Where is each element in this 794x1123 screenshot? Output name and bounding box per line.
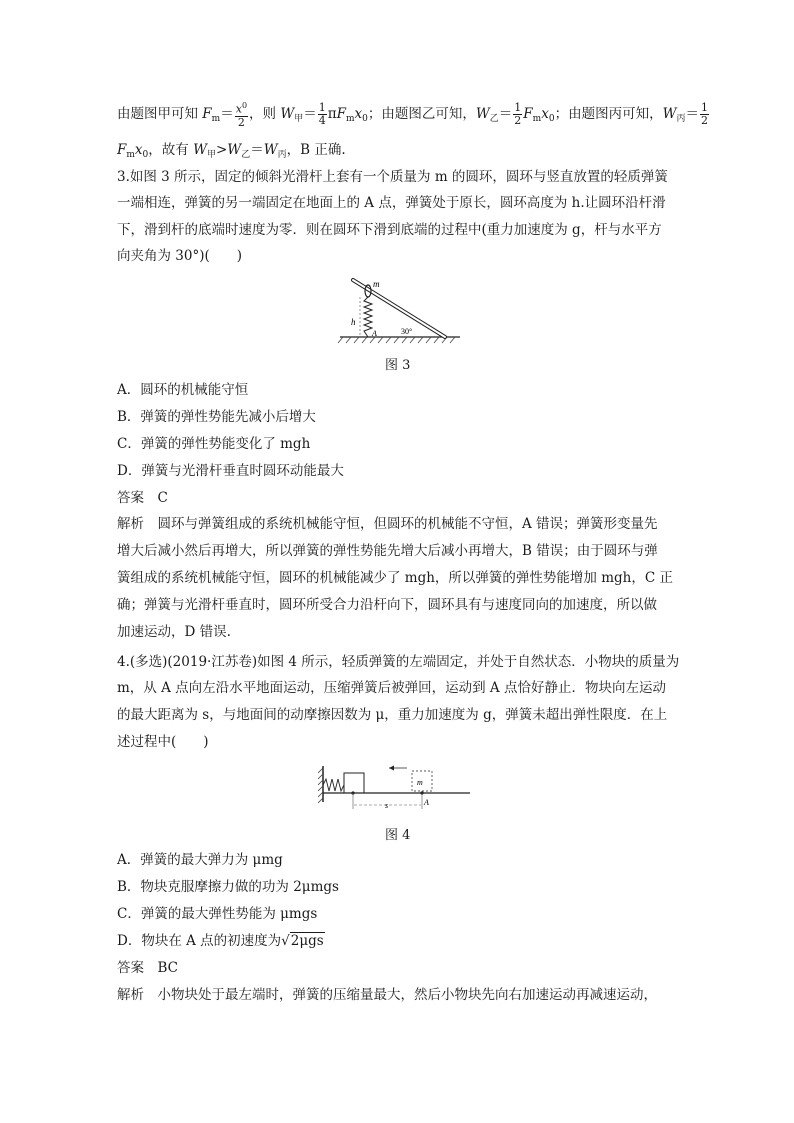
sub: 甲	[206, 150, 216, 160]
var: W	[263, 142, 278, 158]
den: 2	[700, 113, 708, 127]
eq: ＝	[250, 142, 264, 158]
q4-option-c: C．弹簧的最大弹性势能为 μmgs	[117, 906, 318, 922]
fraction-1-2	[513, 102, 522, 127]
var: W	[475, 105, 490, 122]
var: F	[117, 142, 127, 158]
q4-line-4: 述过程中( )	[117, 734, 209, 750]
figure-3-incline	[335, 275, 465, 347]
text: ，则	[249, 105, 281, 122]
num: x	[235, 102, 242, 116]
option-text: D．物块在 A 点的初速度为	[117, 933, 282, 949]
sub: 0	[142, 150, 149, 160]
den: 4	[318, 113, 326, 127]
q3-explanation-2: 增大后减小然后再增大，所以弹簧的弹性势能先增大后减小再增大，B 错误；由于圆环与弹	[117, 543, 658, 559]
q3-option-a: A．圆环的机械能守恒	[117, 382, 249, 398]
eq: ＝	[303, 105, 317, 122]
sub: 0	[548, 113, 555, 124]
eq: ＝	[685, 105, 699, 122]
gt: >	[215, 142, 228, 158]
var: F	[202, 105, 212, 122]
block-compressed	[344, 773, 364, 793]
text: ；由题图丙可知，	[554, 105, 663, 122]
var: W	[280, 105, 295, 122]
spring	[364, 297, 372, 337]
figure-4-spring-block	[318, 762, 474, 814]
q3-line-4: 向夹角为 30°)( )	[117, 248, 243, 264]
q3-explanation-5: 加速运动，D 错误.	[117, 624, 231, 640]
sub: 乙	[241, 150, 251, 160]
var: x	[541, 105, 549, 122]
label-h: h	[351, 317, 356, 327]
q4-answer: 答案 BC	[117, 960, 179, 976]
sub: m	[532, 113, 542, 124]
q3-explanation-4: 确；弹簧与光滑杆垂直时，圆环所受合力沿杆向下，圆环具有与速度同向的加速度，所以做	[117, 597, 657, 613]
figure-4-caption: 图 4	[385, 828, 411, 843]
intro-line-2	[117, 140, 346, 165]
sup: 0	[241, 101, 248, 110]
var: x	[354, 105, 363, 122]
q4-option-a: A．弹簧的最大弹力为 μmg	[117, 852, 283, 868]
var: W	[662, 105, 677, 122]
q4-line-2: m，从 A 点向左沿水平地面运动，压缩弹簧后被弹回，运动到 A 点恰好静止．物块向左运动	[117, 680, 666, 696]
q3-option-b: B．弹簧的弹性势能先减小后增大	[117, 409, 316, 425]
var: W	[227, 142, 242, 158]
text: ，故有	[148, 142, 194, 158]
var: F	[336, 105, 346, 122]
label-m: m	[373, 279, 380, 289]
fraction-1-4	[318, 102, 327, 127]
num: 1	[700, 100, 708, 114]
num: 1	[514, 100, 522, 114]
intro-line-1	[117, 100, 710, 129]
pi: π	[327, 105, 337, 122]
sub: 甲	[294, 113, 304, 124]
eq: ＝	[220, 105, 234, 122]
ground-hatch	[338, 337, 455, 343]
label-A: A	[424, 798, 429, 807]
sub: m	[126, 150, 135, 160]
q4-line-1: 4.(多选)(2019·江苏卷)如图 4 所示，轻质弹簧的左端固定，并处于自然状态．小物块的质量为	[117, 654, 680, 670]
q3-option-c: C．弹簧的弹性势能变化了 mgh	[117, 436, 311, 452]
sub: m	[211, 113, 221, 124]
text: ；由题图乙可知，	[367, 105, 476, 122]
sqrt-sign: √	[281, 933, 290, 949]
eq: ＝	[498, 105, 513, 122]
q3-line-1: 3.如图 3 所示，固定的倾斜光滑杆上套有一个质量为 m 的圆环，圆环与竖直放置的轻质弹簧	[117, 169, 668, 185]
var: x	[134, 142, 143, 158]
q3-option-d: D．弹簧与光滑杆垂直时圆环动能最大	[117, 463, 344, 479]
q4-option-b: B．物块克服摩擦力做的功为 2μmgs	[117, 879, 339, 895]
fraction-x0-2	[235, 100, 248, 129]
var: F	[523, 105, 533, 122]
arrow-head	[389, 766, 394, 771]
q3-line-3: 下，滑到杆的底端时速度为零．则在圆环下滑到底端的过程中(重力加速度为 g，杆与水平方	[117, 222, 662, 238]
text: ，B 正确.	[286, 142, 346, 158]
label-s: s	[385, 801, 389, 810]
figure-3-caption: 图 3	[385, 358, 411, 373]
q3-explanation-1: 解析 圆环与弹簧组成的系统机械能守恒，但圆环的机械能不守恒，A 错误；弹簧形变量先	[117, 516, 658, 532]
q3-explanation-3: 簧组成的系统机械能守恒，圆环的机械能减少了 mgh，所以弹簧的弹性势能增加 mgh，C 正	[117, 570, 673, 586]
spring	[323, 779, 344, 791]
q3-answer: 答案 C	[117, 490, 168, 506]
num: 1	[318, 100, 326, 114]
label-m: m	[417, 778, 423, 787]
q4-explanation-1: 解析 小物块处于最左端时，弹簧的压缩量最大，然后小物块先向右加速运动再减速运动，	[117, 987, 657, 1003]
label-A: A	[372, 329, 377, 338]
text: 由题图甲可知	[117, 105, 203, 122]
sub: m	[345, 113, 355, 124]
radicand: 2μgs	[290, 933, 324, 949]
den: 2	[237, 115, 245, 129]
den: 2	[514, 113, 522, 127]
sub: 丙	[676, 113, 686, 124]
sub: 0	[362, 113, 368, 124]
q3-line-2: 一端相连，弹簧的另一端固定在地面上的 A 点，弹簧处于原长，圆环高度为 h.让圆环沿杆滑	[117, 195, 666, 211]
sub: 乙	[489, 113, 499, 124]
label-angle: 30°	[401, 327, 413, 336]
q4-option-d	[117, 931, 325, 951]
fraction-1-2b	[700, 102, 709, 127]
var: W	[193, 142, 207, 158]
q4-line-3: 的最大距离为 s，与地面间的动摩擦因数为 μ，重力加速度为 g，弹簧未超出弹性限度．在上	[117, 707, 668, 723]
sub: 丙	[277, 150, 287, 160]
